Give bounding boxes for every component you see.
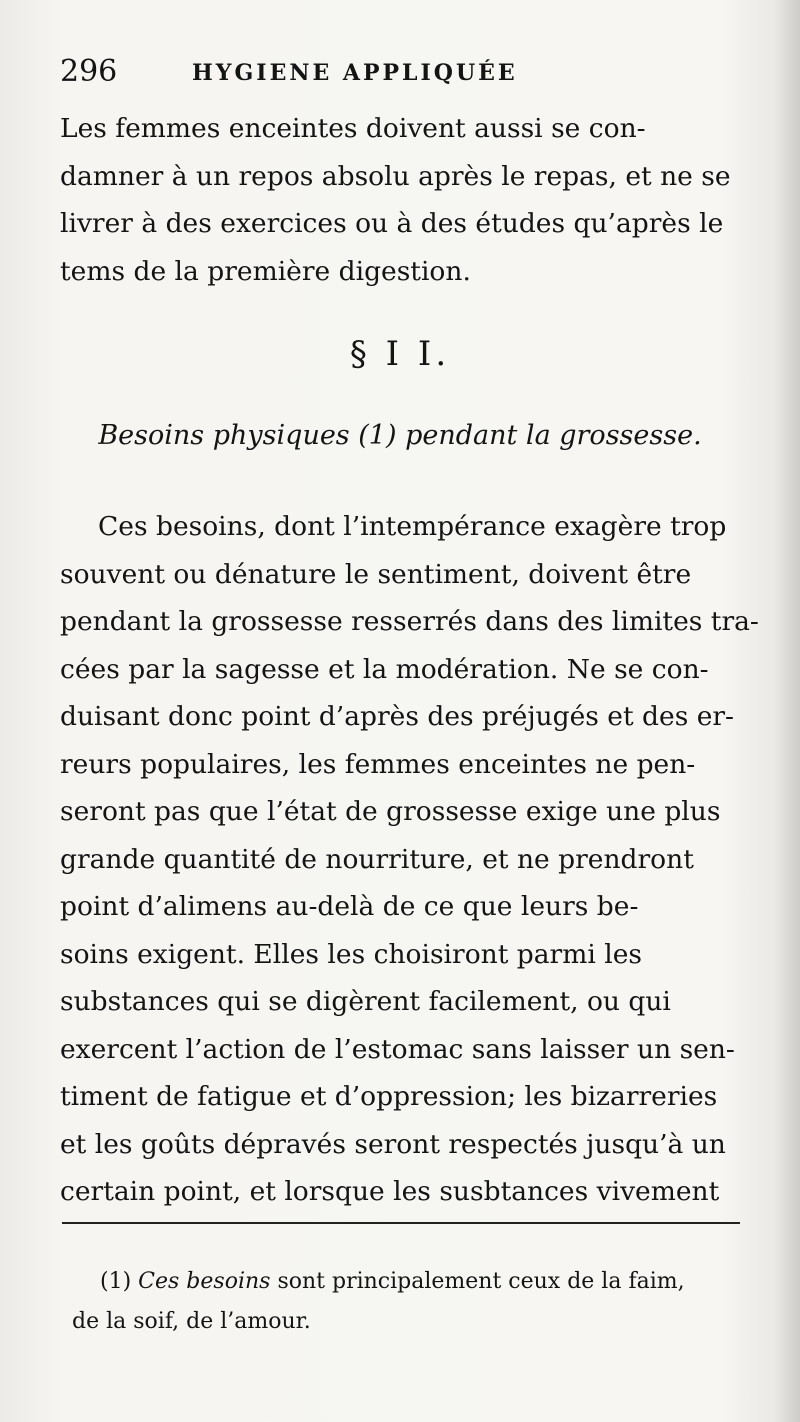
text-line: point d’alimens au-delà de ce que leurs be-: [60, 891, 639, 922]
text-line: damner à un repos absolu après le repas, et ne se: [60, 160, 731, 192]
text-line: cées par la sagesse et la modération. Ne se con-: [60, 653, 709, 685]
page-header: [60, 54, 720, 94]
text-line: grande quantité de nourriture, et ne prendront: [60, 843, 694, 875]
text-line: et les goûts dépravés seront respectés jusqu’à un: [60, 1128, 726, 1160]
text-line: pendant la grossesse resserrés dans des limites tra-: [60, 606, 759, 637]
paragraph-2: [60, 503, 759, 1216]
footnote-marker: (1): [100, 1269, 132, 1294]
page-edge-shadow: [774, 0, 800, 1422]
page-number: 296: [60, 54, 118, 89]
text-line: livrer à des exercices ou à des études qu’après le: [60, 208, 724, 239]
text-line: exercent l’action de l’estomac sans laisser un sen-: [60, 1033, 735, 1065]
text-line: seront pas que l’état de grossesse exige une plus: [60, 796, 721, 827]
text-line: souvent ou dénature le sentiment, doivent être: [60, 558, 692, 590]
footnote-text: sont principalement ceux de la faim,: [277, 1269, 685, 1294]
footnote-line: de la soif, de l’amour.: [72, 1309, 311, 1334]
footnote-line: [72, 1262, 742, 1302]
text-line: Les femmes enceintes doivent aussi se con-: [60, 113, 646, 144]
text-line: soins exigent. Elles les choisiront parmi les: [60, 938, 643, 970]
running-head: HYGIENE APPLIQUÉE: [192, 60, 518, 86]
text-line: timent de fatigue et d’oppression; les bizarreries: [60, 1081, 718, 1112]
section-heading: § I I.: [349, 334, 451, 374]
text-line: certain point, et lorsque les susbtances vivement: [60, 1176, 720, 1207]
text-line: tems de la première digestion.: [60, 255, 471, 287]
footnote: [72, 1262, 742, 1342]
text-line: Ces besoins, dont l’intempérance exagère trop: [98, 511, 727, 542]
section-subtitle: Besoins physiques (1) pendant la grossesse.: [98, 420, 702, 451]
text-line: substances qui se digèrent facilement, ou qui: [60, 986, 671, 1017]
text-line: reurs populaires, les femmes enceintes ne pen-: [60, 748, 696, 780]
footnote-italic: Ces besoins: [138, 1269, 271, 1294]
footnote-rule: [62, 1222, 740, 1224]
text-line: duisant donc point d’après des préjugés et des er-: [60, 701, 735, 732]
paragraph-1: [60, 105, 740, 295]
